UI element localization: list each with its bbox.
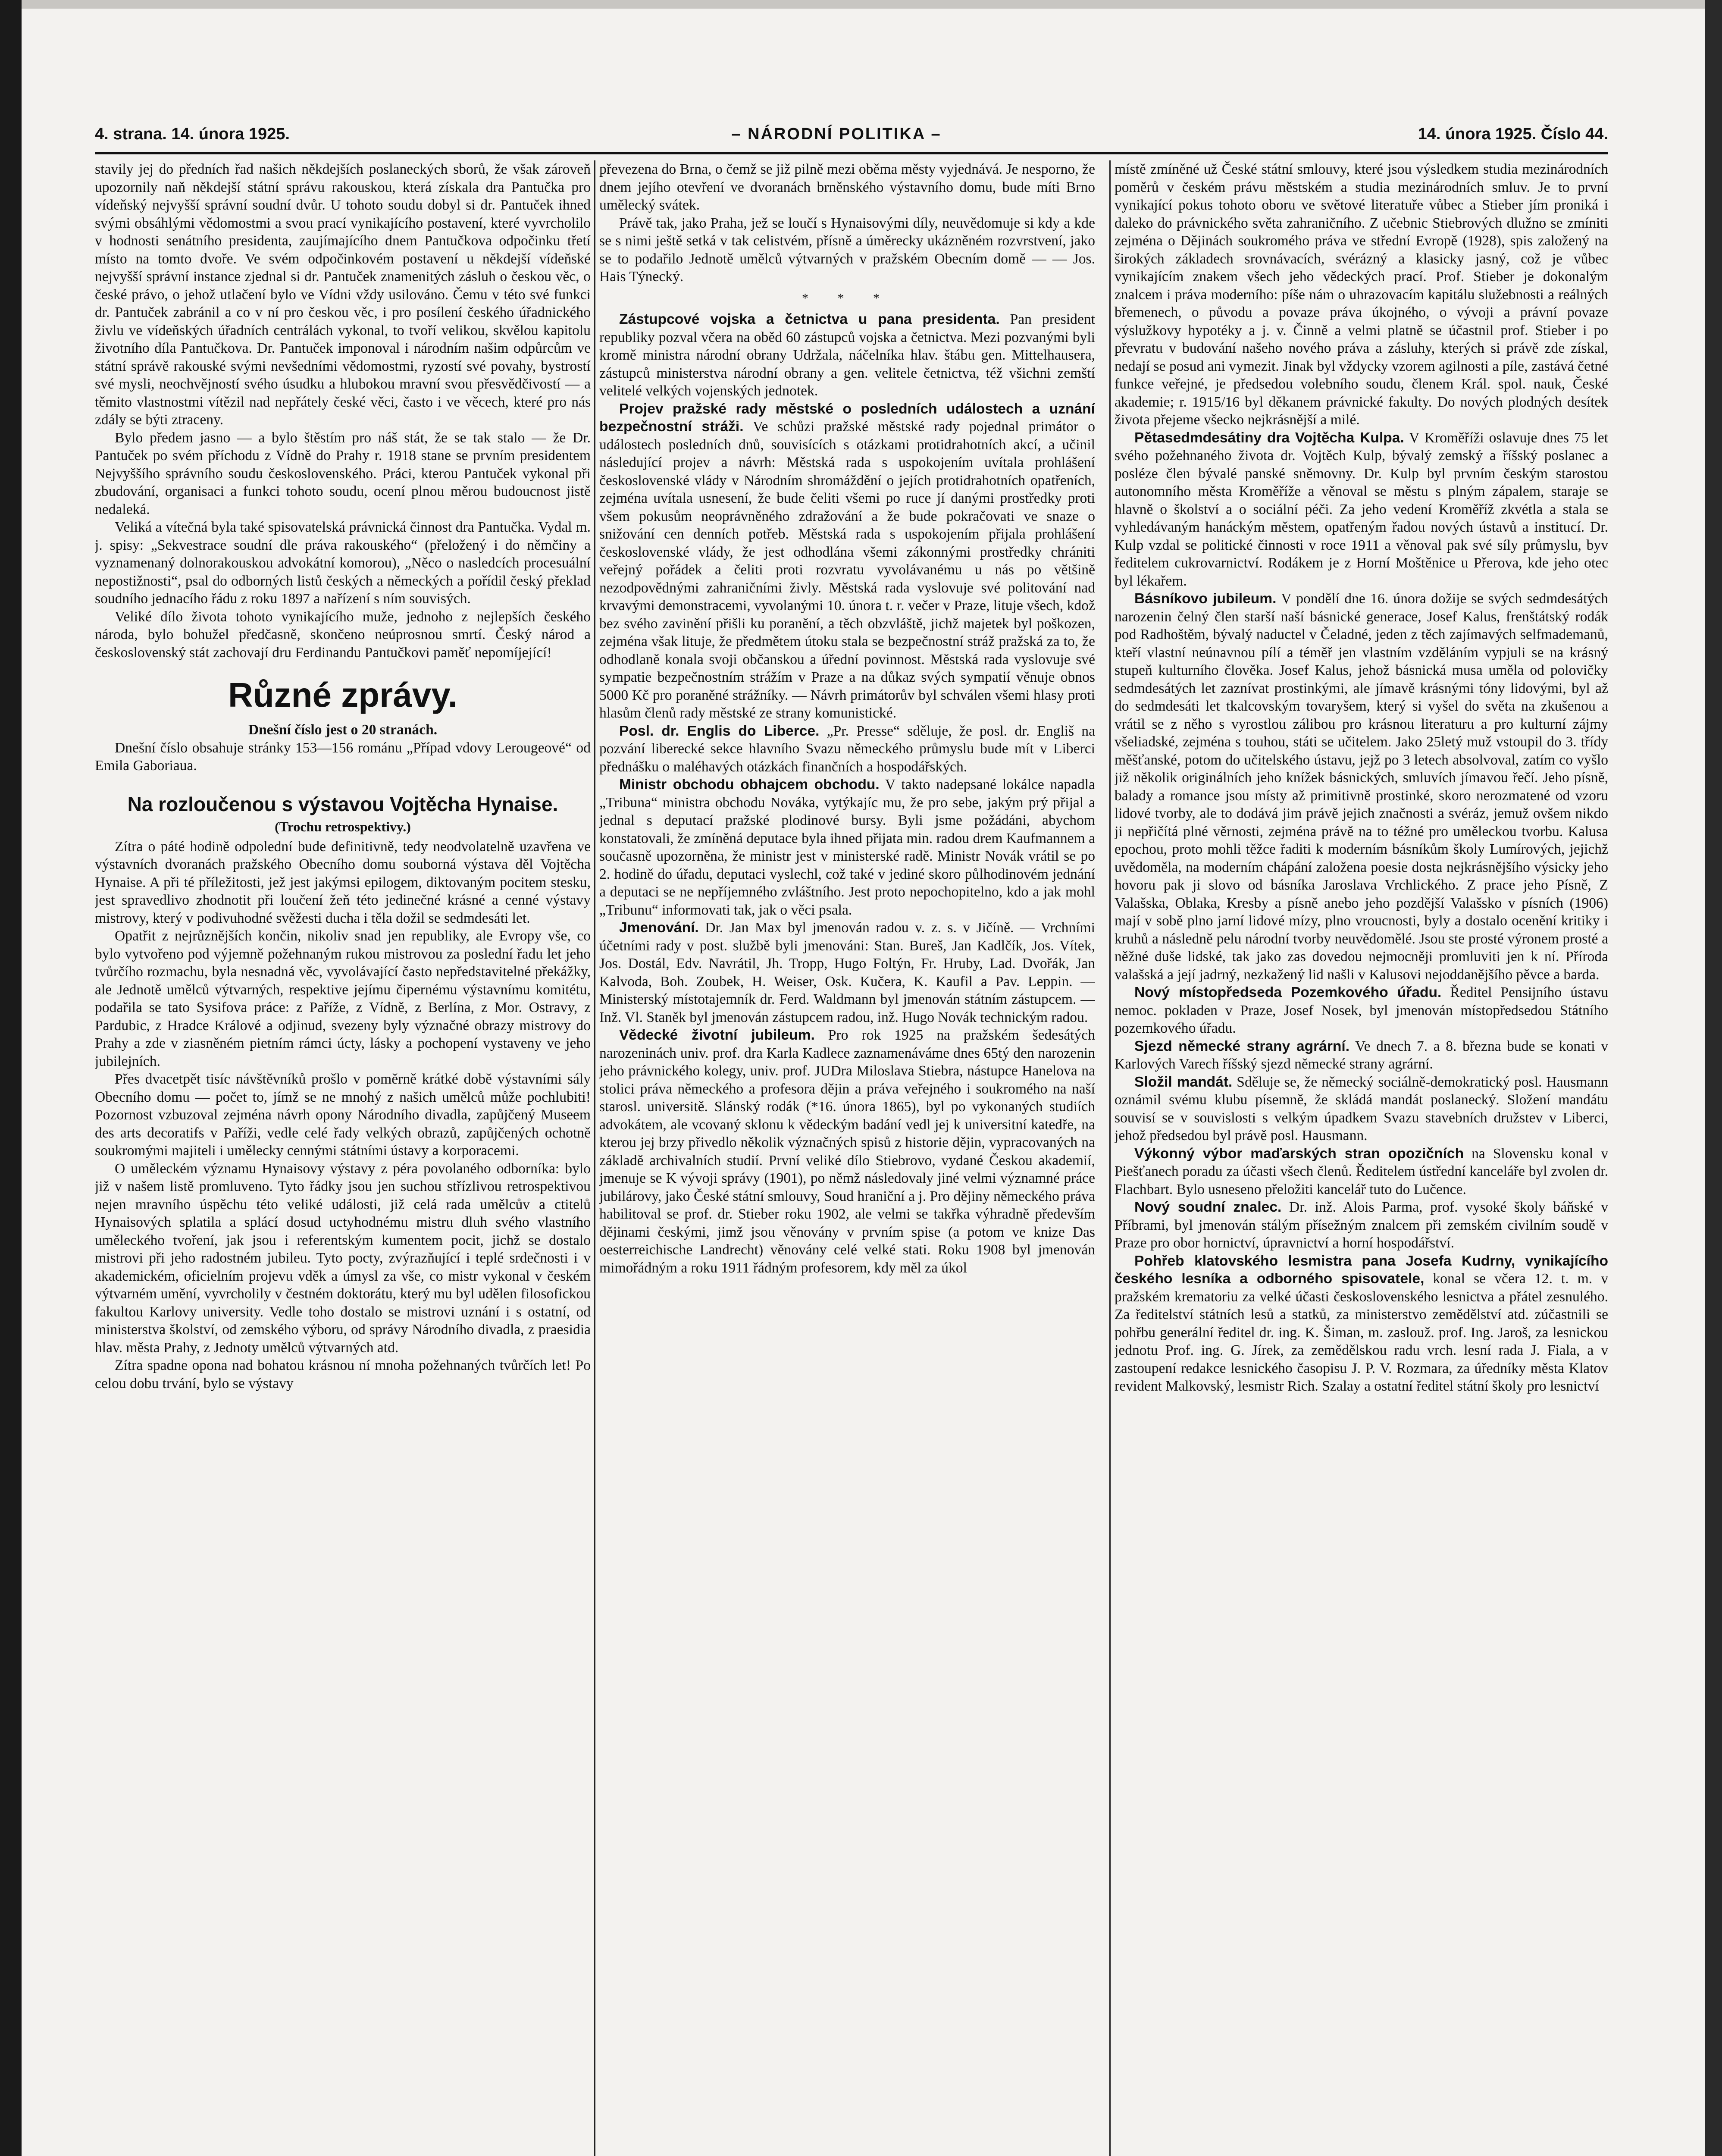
header-rule (95, 152, 1608, 154)
news-text: na Slovensku konal v Piešťanech poradu za účasti všech členů. Ředitelem ústřední kanceláře byl zvolen dr. Flachbart. Bylo usneseno přeložiti kancelář tuto do Lučence. (1115, 1145, 1608, 1197)
notice-title: Dnešní číslo jest o 20 stranách. (248, 722, 438, 738)
news-lead: Ministr obchodu obhajcem obchodu. (619, 777, 880, 793)
article-paragraph: Opatřit z nejrůznějších končin, nikoliv snad jen republiky, ale Evropy vše, co bylo vytvořeno pod výjemně požehnaným rukou mistrovou za poslední řadu let jeho tvůrčího rozmachu, byla nesnadná věc, vyvolávající často nepředstavitelné překážky, ale Jednotě umělců výtvarných, respektive jejímu čipernému výstavnímu komitétu, podařila se tato Sysifova práce: z Paříže, z Vídně, z Berlína, z Mor. Ostravy, z Pardubic, z Hradce Králové a odjinud, svezeny byly význačné obrazy mistrovy do Prahy a zde v ziasněném pietním rámci úcty, lásky a pochopení vystaveny ve jeho jubilejních. (95, 928, 591, 1069)
article-paragraph: Bylo předem jasno — a bylo štěstím pro náš stát, že se tak stalo — že Dr. Pantuček po svém příchodu z Vídně do Prahy r. 1918 stane se prvním presidentem Nejvyššího správního soudu československého. Práci, kterou Pantuček vykonal při zbudování, organisaci a funkci tohoto soudu, ocení plnou měrou budoucnost jistě nedaleká. (95, 429, 591, 517)
column-rule-1 (594, 160, 595, 2156)
article-paragraph: Zítra o páté hodině odpolední bude definitivně, tedy neodvolatelně uzavřena ve výstavních dvoranách pražského Obecního domu souborná výstava děl Vojtěcha Hynaise. A při té příležitosti, jež jest jakýmsi epilogem, diktovaným pocitem stesku, jest spravedlivo zhodnotit při loučení žeň této jedinečné krásné a cenné výstavy mistrovy, který v podivuhodné svěžesti ducha i těla dožil se sedmdesáti let. (95, 838, 591, 926)
article-paragraph: Veliké dílo života tohoto vynikajícího muže, jednoho z nejlepších českého národa, bylo bohužel předčasně, skončeno neúprosnou smrtí. Český národ a československý stát zachovají dru Ferdinandu Pantučkovi paměť nepomíjející! (95, 608, 591, 661)
news-lead: Vědecké životní jubileum. (619, 1027, 815, 1043)
header-issue-number: 14. února 1925. Číslo 44. (1418, 125, 1608, 143)
notice-text: Dnešní číslo obsahuje stránky 153—156 románu „Případ vdovy Lerougeové“ od Emila Gaboriaua. (95, 740, 591, 774)
news-item (1115, 1073, 1608, 1145)
news-item (1115, 590, 1608, 984)
section-title: Různé zprávy. (228, 676, 457, 714)
news-item (1115, 1145, 1608, 1199)
news-lead: Pohřeb klatovského lesmistra pana Josefa Kudrny, vynikajícího českého lesníka a odborného spisovatele, (1115, 1253, 1608, 1287)
article-paragraph: Právě tak, jako Praha, jež se loučí s Hynaisovými díly, neuvědomuje si kdy a kde se s nimi ještě setká v tak celistvém, přísně a úměrecky ukázněném rozvrstvení, jako se to podařilo Jednotě umělců výtvarných v pražském Obecním domě — — Jos. Hais Týnecký. (599, 215, 1095, 285)
news-text: V takto nadepsané lokálce napadla „Tribuna“ ministra obchodu Nováka, vytýkajíc mu, že pro sebe, jakým prý přijal a jednal s deputací pražské plodinové bursy. Byli jsme požádáni, abychom konstatovali, že zmíněná deputace byla ihned přijata min. radou drem Kaufmannem a současně upozorněna, že ministr jest v ministerské radě. Ministr Novák vrátil se po 2. hodině do úřadu, deputaci vyslechl, což také v jediné skoro půlhodinovém jednání a deputaci se ne nepříjemného zvláštního. Jest proto nepochopitelno, kdo a jak mohl „Tribunu“ informovati tak, jak o věci psala. (599, 777, 1095, 918)
news-lead: Nový soudní znalec. (1134, 1199, 1282, 1215)
column-1 (95, 160, 591, 2156)
news-lead: Složil mandát. (1134, 1074, 1233, 1090)
news-lead: Zástupcové vojska a četnictva u pana presidenta. (619, 311, 1000, 327)
news-text: Ve dnech 7. a 8. března bude se konati v Karlových Varech říšský sjezd německé strany agrární. (1115, 1038, 1608, 1072)
news-lead: Pětasedmdesátiny dra Vojtěcha Kulpa. (1134, 429, 1404, 446)
article-paragraph: Přes dvacetpět tisíc návštěvníků prošlo v poměrně krátké době výstavními sály Obecního domu — počet to, jímž se ne mnohý z našich umělců může pochlubiti! Pozornost vzbuzoval zejména návrh opony Národního divadla, zapůjčený Museem des arts decoratifs v Paříži, vedle celé řady velkých obrazů, zapůjčených ochotně soukromými majiteli i umělecky cennými státními ústavy a korporacemi. (95, 1071, 591, 1159)
article-subtitle: (Trochu retrospektivy.) (275, 818, 411, 834)
column-3 (1115, 160, 1608, 2156)
news-item (1115, 1252, 1608, 1395)
news-item (599, 919, 1095, 1026)
scan-edge-left (0, 0, 22, 2156)
news-lead: Sjezd německé strany agrární. (1134, 1038, 1350, 1054)
article-paragraph: Zítra spadne opona nad bohatou krásnou ní mnoha požehnaných tvůrčích let! Po celou dobu trvání, bylo se výstavy (95, 1357, 591, 1391)
news-item (599, 1026, 1095, 1277)
news-lead: Výkonný výbor maďarských stran opozičních (1134, 1145, 1464, 1162)
news-lead: Posl. dr. Englis do Liberce. (619, 723, 820, 739)
news-text: „Pr. Presse“ sděluje, že posl. dr. Engliš na pozvání liberecké sekce hlavního Svazu německého průmyslu bude mít v Liberci přednášku o maléhavých otázkách finančních a hospodářských. (599, 723, 1095, 775)
news-item (1115, 1198, 1608, 1252)
news-item (1115, 1037, 1608, 1073)
news-text: V Kroměříži oslavuje dnes 75 let svého požehnaného života dr. Vojtěch Kulp, bývalý zemský a říšský poslanec a posléze člen bývalé panské sněmovny. Dr. Kulp byl prvním českým starostou autonomního města Kroměříže a věnoval se městu s plným zápalem, staraje se hlavně o školství a o sociální péči. Za jeho vedení Kroměříž zkvétla a stala se vyhledávaným hanáckým městem, opatřeným řadou nových ústavů a institucí. Dr. Kulp vzdal se politické činnosti v roce 1911 a věnoval pak své síly průmyslu, byv ředitelem cukrovarnictví. Rodákem je z Horní Moštěnice u Přerova, kde jeho otec byl lékařem. (1115, 429, 1608, 589)
news-lead: Nový místopředseda Pozemkového úřadu. (1134, 984, 1442, 1000)
article-paragraph: místě zmíněné už České státní smlouvy, které jsou výsledkem studia mezinárodních poměrů v českém právu městském a studia mezinárodních smluv. Je to první vynikající pokus tohoto oboru ve světové literatuře vůbec a Stieber jím proniká i daleko do právnického světa zahraničního. Z učebnic Stiebrových dlužno se zmíniti zejména o Dějinách soukromého práva ve střední Evropě (1928), spis založený na širokých základech srovnávacích, svérázný a klasicky jasný, což je vůbec vynikajícím znakem všech jeho vědeckých prací. Prof. Stieber je dokonalým znalcem i práva moderního: píše nám o uhrazovacím kapitálu služebnosti a reálných břemenech, o původu a povaze práva úkojného, o vývoji a právní povaze výslužkovy hypotéky a j. v. Činně a velmi platně se účastnil prof. Stieber i po převratu v budování našeho nového práva a zásluhy, kterých si právě zde získal, nedají se posud ani vymezit. Jinak byl vždycky vzorem agilnosti a píle, zastává četné funkce veřejné, je předsedou volebního soudu, členem Král. spol. nauk, České akademie; r. 1915/16 byl děkanem právnické fakulty. Do nových plodných desítek života přejeme všecko nejkrásnější a milé. (1115, 161, 1608, 428)
article-paragraph: Veliká a vítečná byla také spisovatelská právnická činnost dra Pantučka. Vydal m. j. spisy: „Sekvestrace soudní dle práva rakouského“ (přeložený i do němčiny a vyznamenaný dolnorakouskou advokátní komorou), „Něco o nasledcích procesuální nepostižnosti“, psal do odborných listů českých a německých a pořídil český překlad soudního jednacího řádu z roku 1897 a nařízení s ním souvisých. (95, 519, 591, 607)
column-rule-2 (1109, 160, 1111, 2156)
news-lead: Básníkovo jubileum. (1134, 591, 1277, 607)
news-text: Pan president republiky pozval včera na oběd 60 zástupců vojska a četnictva. Mezi pozvanými byli kromě ministra národní obrany Udržala, náčelníka hlav. štábu gen. Mittelhausera, zástupců ministerstva národní obrany a gen. velitele četnictva, též všichni zemští velitelé velkých vojenských jednotek. (599, 311, 1095, 399)
news-item (1115, 984, 1608, 1037)
news-text: Pro rok 1925 na pražském šedesátých narozeninách univ. prof. dra Karla Kadlece zaznamenáváme dnes 65tý den narozenin jeho právnického kolegy, univ. prof. JUDra Miloslava Stiebra, nástupce Hanelova na stolici práva německého a profesora dějin a práva veřejného i soukromého na naší starosl. universitě. Slánský rodák (*16. února 1865), byl po vykonaných studiích advokátem, ale vcovaný sklonu k vědeckým badání vedl jej k universitní katedře, na kterou jej brzy přivedlo několik význačných spisů z historie dějin, vypracovaných na základě archivalních studií. První veliké dílo Stiebrovo, vydané Českou akademií, jmenuje se K vývoji správy (1901), po němž následovaly jiné velmi významné práce jubilárovy, jako České státní smlouvy, Soud hraniční a j. Pro dějiny německého práva habilitoval se prof. dr. Stieber roku 1902, ale velmi se takřka výhradně především dějinami českými, jimž jsou věnovány v prvním spise (a potom ve knize Das oesterreichische Landrecht) věnovány celé velké stati. Roku 1908 byl jmenován mimořádným a roku 1911 řádným profesorem, kdy měl za úkol (599, 1027, 1095, 1276)
news-item (599, 310, 1095, 400)
news-text: Dr. inž. Alois Parma, prof. vysoké školy báňské v Příbrami, byl jmenován stálým přísežným znalcem při zemském civilním soudě v Praze pro obor hornictví, úpravnictví a horní hospodářství. (1115, 1199, 1608, 1251)
news-text: Ve schůzi pražské městské rady pojednal primátor o událostech posledních dnů, souvisících s otázkami protidrahotních akcí, a učinil následující projev a návrh: Městská rada s uspokojením uvítala prohlášení československé vlády v Národním shromáždění o jejích protidrahotních opatřeních, zejména uvítala usnesení, že bude čeliti všemi po ruce jí danými prostředky proti všem pokusům neoprávněného zdražování a že bude pokračovati ve snaze o snižování cen denních potřeb. Městská rada s uspokojením přijala prohlášení československé vlády, že jest odhodlána všemi zákonnými prostředky chrániti veřejný pořádek a čeliti proti rozvratu vyvolávanému u nás po většině nezodpovědnými zahraničními živly. Městská rada vyslovuje své politování nad krvavými demonstracemi, vyvolanými 10. února t. r. večer v Praze, lituje všech, kdož bez svého zavinění přišli ku poranění, a těch obzvláště, jichž majetek byl poškozen, zejména však lituje, že předmětem útoku stala se bezpečnostní stráž pražská za to, že odhodlaně konala svoji občanskou a úřední povinnost. Městská rada vyslovuje své sympatie bezpečnostním strážím v Praze a na důkaz svých sympatií věnuje obnos 5000 Kč pro poraněné strážníky. — Návrh primátorův byl schválen všemi hlasy proti hlasům členů rady městské ze strany komunistické. (599, 419, 1095, 721)
news-text: konal se včera 12. t. m. v pražském krematoriu za velké účasti československého lesnictva a přátel zesnulého. Za ředitelství státních lesů a statků, za ministerstvo zemědělství atd. zúčastnili se pohřbu generální ředitel dr. ing. K. Šiman, m. zaslouž. prof. Ing. Jaroš, za lesnickou jednotu Prof. ing. G. Jírek, za zemědělskou radu vrch. lesní rada J. Fiala, a v zastoupení redakce lesnického časopisu J. P. V. Rozmara, za úředníky města Klatov revident Malkovský, lesmistr Rich. Szalay a ostatní ředitel státní školy pro lesnictví (1115, 1271, 1608, 1394)
news-lead: Jmenování. (619, 920, 699, 936)
header-page-date: 4. strana. 14. února 1925. (95, 125, 290, 143)
news-item (599, 776, 1095, 919)
scan-edge-right (1705, 0, 1722, 2156)
separator-stars: * * * (802, 291, 892, 305)
news-lead: Projev pražské rady městské o posledních událostech a uznání bezpečnostní stráži. (599, 401, 1095, 435)
page-header (95, 125, 1608, 151)
news-item (1115, 429, 1608, 590)
article-headline: Na rozloučenou s výstavou Vojtěcha Hynaise. (127, 793, 558, 815)
scan-edge-top (0, 0, 1722, 9)
news-item (599, 400, 1095, 722)
column-2 (599, 160, 1095, 2156)
news-text: V pondělí dne 16. února dožije se svých sedmdesátých narozenin čelný člen starší naší básnické generace, Josef Kalus, frenštátský rodák pod Radhoštěm, bývalý naductel v Čeladné, jeden z těch zajímavých selfmademanů, kteří vlastní neúnavnou pílí a téměř jen vlastním vzděláním vypjuli se na krásný stupeň kulturního člověka. Josef Kalus, jehož básnická musa uměla od polovičky sedmdesátých let zaznívat prostinkými, ale jímavě krásnými tóny lidovými, byl až do sedmdesáti let tkalcovským tovaryšem, který si vyšel do světa na zkušenou a vrátil se z něho s vyrostlou zálibou pro krásnou literaturu a pro kulturní zájmy všeliadské, zejména s touhou, státi se učitelem. Jako 25letý muž vstoupil do 3. třídy měšťanské, potom do učitelského ústavu, jejž po 3 letech absolvoval, zatím co vyšlo již několik originálních jeho knížek básnických, smluvích jímavou řečí. Jeho písně, balady a romance jsou místy až primitivně prostinké, skoro nerozmatené od vzoru lidové tvorby, ale to dodává jim právě jejich značnosti a svéráz, jemuž ovšem nikdo ji nepřičítá plné věrnosti, zejména právě na to téžné pro uměleckou tvorbu. Kalusa epochou, proto mohli těžce řaditi k moderním básníkům školy Lumírových, jejichž uvědoměla, na moderním chápání založena poesie dosta nejkrásnějšího výsicky jeho hovoru pak ji slovo od básníka Jaroslava Vrchlického. Z prace jeho Písně, Z Valašska, Oblaka, Kresby a písně anebo jeho pozdější Valašsko v písních (1906) mají v sobě plno jarní lidové mízy, plno vroucnosti, byly a dostalo ocenění kritiky i kruhů a následně pelu národní tvorby neuvědomělé. Jsou ste prosté výronem prosté a něžné duše lidské, tak jako zas dovedou nejmocněji promluviti jen k ní. Příroda valašská a její jadrný, nezkažený lid našli v Kalusovi nejoddanějšího pěvce a barda. (1115, 591, 1608, 983)
news-item (599, 722, 1095, 776)
news-text: Ředitel Pensijního ústavu nemoc. pokladen v Praze, Josef Nosek, byl jmenován místopředsedou Státního pozemkového úřadu. (1115, 984, 1608, 1036)
article-paragraph: převezena do Brna, o čemž se již pilně mezi oběma městy vyjednává. Je nesporno, že dnem jejího otevření ve dvoranách brněnského výstavního domu, bude míti Brno umělecký svátek. (599, 161, 1095, 213)
news-text: Sděluje se, že německý sociálně-demokratický posl. Hausmann oznámil svému klubu písemně, že skládá mandát poslanecký. Složení mandátu souvisí se v souvislosti s velkým úpadkem Svazu stavebních družstev v Liberci, jehož předsedou byl právě posl. Hausmann. (1115, 1074, 1608, 1144)
article-paragraph: stavily jej do předních řad našich někdejších poslaneckých sborů, že však zároveň upozornily naň někdejší státní správu rakouskou, která získala dra Pantučka pro vídeňský nejvyšší správní soudní dvůr. U tohoto soudu dobyl si dr. Pantuček ihned svými obsáhlými vědomostmi a svou prací vynikajícího postavení, které vyvrcholilo v hodnosti senátního presidenta, zaujímajícího dnem Pantučkova odpočinku třetí místo na tomto dvoře. Ve svém odpočinkovém postavení u někdejší vídeňské nejvyšší správní instance zjednal si dr. Pantuček znamenitých zásluh o českou věc, o české právo, o jehož utlačení bylo ve Vídni vždy usilováno. Čemu v této své funkci dr. Pantuček zabránil a co v ní pro českou věc, i pro posílení českého úřadnického živlu ve vídeňských úřadních centrálách vykonal, to tvoří velikou, skvělou kapitolu životního díla Pantučkova. Dr. Pantuček imponoval i národním našim odpůrcům ve státní správě rakouské svými nevšedními vědomostmi, ryzostí své povahy, bystrostí své mysli, neochvějností svého úsudku a hlubokou mravní svou přesvědčivostí — a těmito vlastnostmi vítězil nad nepřátely české věci, často i ve věcech, které pro nás zdály se býti ztraceny. (95, 161, 591, 428)
article-paragraph: O uměleckém významu Hynaisovy výstavy z péra povolaného odborníka: bylo již v našem listě promluveno. Tyto řádky jsou jen suchou střízlivou retrospektivou nejen mravního úspěchu této veliké události, již celá rada umělcův a ctitelů Hynaisových splatila a splácí dosud uctyhodnému mistru dluh svého vlastního uměleckého tvoření, jak jsou i referentským kumentem pocit, jichž se dostalo mistrovi při jeho radostném jubileu. Tyto pocty, zvýrazňující i teplé srdečnosti i v akademickém, oficielním projevu vděk a úmysl za vše, co mistr vykonal v českém výtvarném umění, vyvrcholily v čestném doktorátu, který mu byl udělen filosofickou fakultou Karlovy university. Vedle toho dostalo se mistrovi uznání i s ostatní, od ministerstva školství, od zemského výboru, od správy Národního divadla, z praesidia hlav. města Prahy, z Jednoty umělců výtvarných atd. (95, 1160, 591, 1356)
header-masthead: – NÁRODNÍ POLITIKA – (731, 125, 942, 143)
news-text: Dr. Jan Max byl jmenován radou v. z. s. v Jičíně. — Vrchními účetními rady v post. službě byli jmenováni: Stan. Bureš, Jan Kadlčík, Jos. Vítek, Jos. Dostál, Edv. Navrátil, Jh. Tropp, Hugo Foltýn, Fr. Hruby, Lad. Dvořák, Jan Kalvoda, Boh. Zoubek, H. Weiser, Osk. Kučera, K. Kaufil a Pav. Leppin. — Ministerský místotajemník dr. Ferd. Waldmann byl jmenován státním zástupcem. — Inž. Vl. Staněk byl jmenován zástupcem radou, inž. Hugo Novák technickým radou. (599, 920, 1095, 1025)
